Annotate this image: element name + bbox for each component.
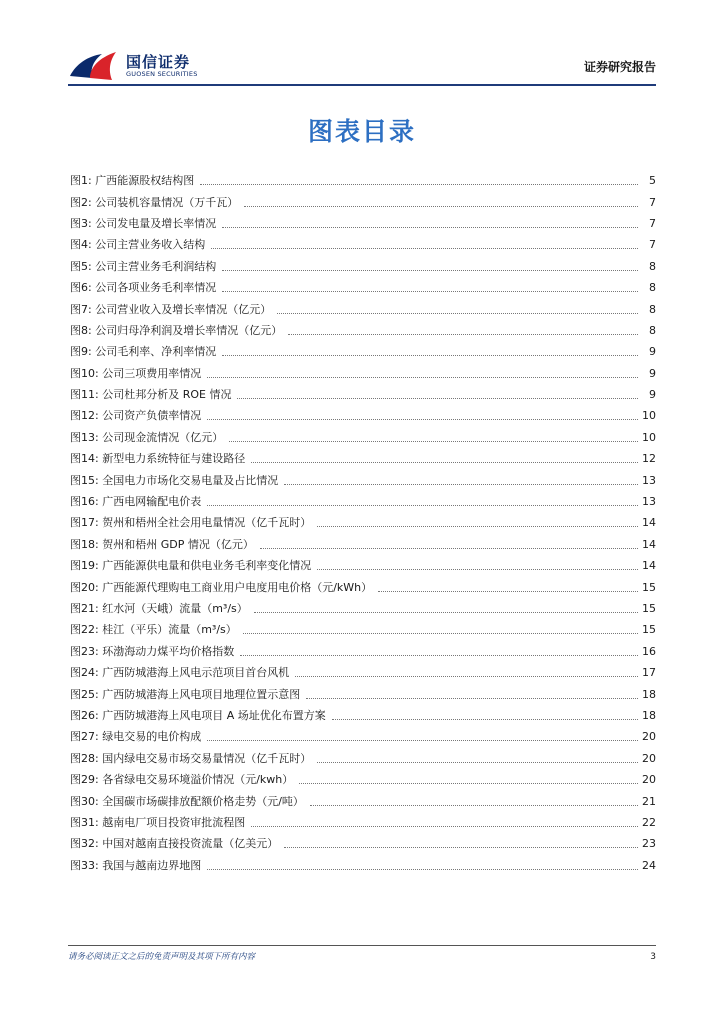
toc-entry-label — [70, 624, 241, 635]
dot-leader — [207, 505, 638, 506]
guosen-logo-icon — [68, 50, 120, 82]
toc-entry-label — [70, 796, 308, 807]
figure-number: 图6: — [70, 281, 92, 295]
toc-page-number: 9 — [649, 366, 656, 380]
toc-entry[interactable] — [70, 256, 656, 277]
figure-caption: 广西能源股权结构图 — [95, 174, 195, 188]
toc-page-number: 22 — [642, 815, 656, 829]
logo-chinese-name: 国信证券 — [126, 53, 191, 71]
figure-caption: 公司发电量及增长率情况 — [95, 216, 217, 230]
toc-entry-label — [70, 410, 205, 421]
figure-number: 图15: — [70, 473, 99, 487]
figure-number: 图21: — [70, 602, 99, 615]
dot-leader — [295, 676, 638, 677]
toc-entry[interactable] — [70, 769, 656, 790]
toc-page-number: 8 — [649, 323, 656, 337]
toc-page-number: 20 — [642, 730, 656, 744]
figure-number: 图18: — [70, 537, 99, 551]
figure-number: 图5: — [70, 259, 92, 273]
figure-number: 图25: — [70, 687, 99, 701]
toc-entry[interactable] — [70, 363, 656, 384]
dot-leader — [284, 847, 638, 848]
report-type-label: 证券研究报告 — [583, 60, 656, 74]
dot-leader — [237, 398, 638, 399]
toc-page-number: 13 — [642, 473, 656, 487]
dot-leader — [306, 698, 638, 699]
toc-entry-label — [70, 389, 235, 400]
guosen-logo — [68, 48, 228, 84]
figure-number: 图24: — [70, 666, 99, 680]
toc-entry-label — [70, 197, 242, 208]
figure-caption: 红水河（天峨）流量（m³/s） — [102, 602, 248, 615]
dot-leader — [288, 334, 638, 335]
dot-leader — [332, 719, 638, 720]
toc-page-number: 8 — [649, 281, 656, 295]
figure-caption: 贺州和梧州全社会用电量情况（亿千瓦时） — [102, 516, 312, 530]
dot-leader — [299, 783, 638, 784]
toc-entry-label — [70, 239, 209, 250]
toc-entry-label — [70, 731, 205, 742]
toc-page-number: 7 — [649, 238, 656, 252]
toc-entry[interactable] — [70, 491, 656, 512]
figure-number: 图9: — [70, 345, 92, 359]
toc-entry-label — [70, 175, 198, 186]
toc-entry-label — [70, 475, 282, 486]
toc-entry-label — [70, 304, 275, 315]
figure-number: 图30: — [70, 794, 99, 808]
figure-caption: 广西防城港海上风电项目 A 场址优化布置方案 — [102, 708, 326, 722]
toc-page-number: 21 — [642, 794, 656, 808]
toc-page-number: 15 — [642, 602, 656, 615]
figure-caption: 中国对越南直接投资流量（亿美元） — [102, 837, 279, 851]
toc-page-number: 10 — [642, 430, 656, 444]
toc-entry-label — [70, 282, 220, 293]
toc-page-number: 18 — [642, 708, 656, 722]
figure-caption: 公司主营业务毛利润结构 — [95, 259, 217, 273]
toc-entry[interactable] — [70, 191, 656, 212]
figure-caption: 公司装机容量情况（万千瓦） — [95, 195, 239, 209]
toc-page-number: 9 — [649, 345, 656, 359]
dot-leader — [244, 206, 638, 207]
toc-entry[interactable] — [70, 705, 656, 726]
toc-entry-label — [70, 860, 205, 871]
toc-entry[interactable] — [70, 641, 656, 662]
toc-entry[interactable] — [70, 234, 656, 255]
toc-entry[interactable] — [70, 213, 656, 234]
dot-leader — [284, 484, 638, 485]
figure-caption: 公司毛利率、净利率情况 — [95, 345, 217, 359]
figure-number: 图11: — [70, 388, 99, 402]
toc-entry[interactable] — [70, 726, 656, 747]
dot-leader — [254, 612, 638, 613]
toc-entry[interactable] — [70, 683, 656, 704]
page-title: 图表目录 — [307, 117, 416, 146]
figure-caption: 越南电厂项目投资审批流程图 — [102, 815, 246, 829]
header-divider — [68, 84, 656, 86]
toc-entry-label — [70, 560, 315, 571]
figure-number: 图13: — [70, 430, 99, 444]
toc-page-number: 20 — [642, 751, 656, 765]
logo-english-name: GUOSEN SECURITIES — [126, 70, 198, 78]
toc-entry-label — [70, 838, 282, 849]
dot-leader — [317, 762, 638, 763]
toc-page-number: 23 — [642, 837, 656, 851]
toc-entry-label — [70, 453, 249, 464]
toc-page-number: 15 — [642, 623, 656, 637]
toc-page-number: 9 — [649, 388, 656, 402]
page-number: 3 — [650, 952, 656, 962]
dot-leader — [222, 291, 638, 292]
toc-entry[interactable] — [70, 170, 656, 191]
dot-leader — [240, 655, 638, 656]
figure-caption: 桂江（平乐）流量（m³/s） — [102, 623, 237, 637]
report-header — [68, 48, 656, 84]
toc-entry[interactable] — [70, 534, 656, 555]
toc-entry-label — [70, 667, 293, 678]
dot-leader — [222, 270, 638, 271]
toc-page-number: 8 — [649, 259, 656, 273]
toc-entry-label — [70, 646, 238, 657]
figure-number: 图22: — [70, 623, 99, 637]
toc-entry[interactable] — [70, 748, 656, 769]
figure-caption: 全国碳市场碳排放配额价格走势（元/吨） — [102, 794, 304, 808]
dot-leader — [277, 313, 638, 314]
figure-caption: 贺州和梧州 GDP 情况（亿元） — [102, 537, 254, 551]
figure-number: 图27: — [70, 730, 99, 744]
toc-entry-label — [70, 817, 249, 828]
dot-leader — [222, 227, 638, 228]
toc-entry[interactable] — [70, 469, 656, 490]
dot-leader — [378, 591, 638, 592]
figure-number: 图33: — [70, 858, 99, 872]
figure-number: 图31: — [70, 815, 99, 829]
figure-caption: 广西电网输配电价表 — [102, 495, 202, 509]
toc-entry-label — [70, 517, 315, 528]
figure-number: 图7: — [70, 302, 92, 316]
toc-entry[interactable] — [70, 448, 656, 469]
toc-page-number: 5 — [649, 174, 656, 188]
toc-page-number: 14 — [642, 537, 656, 551]
toc-entry[interactable] — [70, 555, 656, 576]
toc-entry[interactable] — [70, 277, 656, 298]
figure-number: 图14: — [70, 452, 99, 466]
toc-page-number: 20 — [642, 773, 656, 787]
dot-leader — [251, 462, 638, 463]
dot-leader — [207, 740, 638, 741]
toc-entry[interactable] — [70, 855, 656, 876]
toc-page-number: 16 — [642, 644, 656, 658]
toc-entry[interactable] — [70, 662, 656, 683]
toc-page-number: 18 — [642, 687, 656, 701]
dot-leader — [260, 548, 638, 549]
dot-leader — [229, 441, 638, 442]
toc-page-number: 12 — [642, 452, 656, 466]
figure-number: 图19: — [70, 559, 99, 573]
toc-entry-label — [70, 346, 220, 357]
dot-leader — [317, 526, 638, 527]
toc-page-number: 24 — [642, 858, 656, 872]
figure-number: 图29: — [70, 773, 99, 787]
toc-entry[interactable] — [70, 341, 656, 362]
toc-entry-label — [70, 603, 252, 614]
toc-page-number: 13 — [642, 495, 656, 509]
figure-caption: 公司杜邦分析及 ROE 情况 — [102, 388, 232, 402]
figure-caption: 广西能源供电量和供电业务毛利率变化情况 — [102, 559, 312, 573]
figure-number: 图10: — [70, 366, 99, 380]
toc-page-number: 7 — [649, 216, 656, 230]
figure-number: 图23: — [70, 644, 99, 658]
figure-caption: 公司现金流情况（亿元） — [102, 430, 224, 444]
toc-entry[interactable] — [70, 576, 656, 597]
figure-caption: 新型电力系统特征与建设路径 — [102, 452, 246, 466]
dot-leader — [207, 377, 638, 378]
disclaimer-text: 请务必阅读正文之后的免责声明及其项下所有内容 — [68, 952, 256, 962]
figure-number: 图17: — [70, 516, 99, 530]
toc-page-number: 7 — [649, 195, 656, 209]
toc-entry[interactable] — [70, 619, 656, 640]
footer-divider — [68, 945, 656, 946]
toc-entry[interactable] — [70, 320, 656, 341]
toc-entry[interactable] — [70, 298, 656, 319]
figure-caption: 绿电交易的电价构成 — [102, 730, 202, 744]
toc-entry[interactable] — [70, 598, 656, 619]
figure-number: 图3: — [70, 216, 92, 230]
figure-number: 图26: — [70, 708, 99, 722]
dot-leader — [200, 184, 638, 185]
figure-number: 图20: — [70, 580, 99, 594]
figure-caption: 公司营业收入及增长率情况（亿元） — [95, 302, 272, 316]
toc-entry[interactable] — [70, 512, 656, 533]
toc-entry-label — [70, 582, 376, 593]
toc-page-number: 10 — [642, 409, 656, 423]
toc-entry[interactable] — [70, 790, 656, 811]
figure-caption: 广西防城港海上风电项目地理位置示意图 — [102, 687, 301, 701]
toc-page-number: 8 — [649, 302, 656, 316]
dot-leader — [207, 869, 638, 870]
figure-number: 图12: — [70, 409, 99, 423]
dot-leader — [243, 633, 638, 634]
figure-caption: 公司各项业务毛利率情况 — [95, 281, 217, 295]
toc-entry[interactable] — [70, 405, 656, 426]
toc-entry-label — [70, 368, 205, 379]
dot-leader — [211, 248, 638, 249]
toc-entry-label — [70, 218, 220, 229]
figure-caption: 广西能源代理购电工商业用户电度用电价格（元/kWh） — [102, 580, 373, 594]
figure-number: 图1: — [70, 174, 92, 188]
figure-number: 图2: — [70, 195, 92, 209]
toc-entry[interactable] — [70, 384, 656, 405]
dot-leader — [317, 569, 638, 570]
dot-leader — [251, 826, 638, 827]
figure-caption: 国内绿电交易市场交易量情况（亿千瓦时） — [102, 751, 312, 765]
toc-page-number: 14 — [642, 559, 656, 573]
dot-leader — [207, 419, 638, 420]
toc-entry-label — [70, 432, 227, 443]
figure-number: 图32: — [70, 837, 99, 851]
toc-entry[interactable] — [70, 833, 656, 854]
toc-entry-label — [70, 261, 220, 272]
figure-caption: 广西防城港海上风电示范项目首台风机 — [102, 666, 290, 680]
toc-page-number: 17 — [642, 666, 656, 680]
figure-caption: 全国电力市场化交易电量及占比情况 — [102, 473, 279, 487]
toc-entry-label — [70, 753, 315, 764]
toc-entry-label — [70, 539, 258, 550]
figure-number: 图4: — [70, 238, 92, 252]
toc-page-number: 14 — [642, 516, 656, 530]
figure-caption: 各省绿电交易环境溢价情况（元/kwh） — [102, 773, 294, 787]
toc-entry-label — [70, 496, 205, 507]
figure-caption: 公司主营业务收入结构 — [95, 238, 206, 252]
figure-caption: 公司三项费用率情况 — [102, 366, 202, 380]
figure-caption: 公司归母净利润及增长率情况（亿元） — [95, 323, 283, 337]
toc-entry-label — [70, 325, 286, 336]
figure-caption: 环渤海动力煤平均价格指数 — [102, 644, 235, 658]
toc-entry-label — [70, 774, 297, 785]
toc-page-number: 15 — [642, 580, 656, 594]
figure-number: 图16: — [70, 495, 99, 509]
figure-caption: 我国与越南边界地图 — [102, 858, 202, 872]
figure-number: 图8: — [70, 323, 92, 337]
toc-entry-label — [70, 710, 330, 721]
toc-entry[interactable] — [70, 812, 656, 833]
toc-entry-label — [70, 689, 304, 700]
figure-list — [70, 170, 656, 876]
dot-leader — [310, 805, 638, 806]
toc-entry[interactable] — [70, 427, 656, 448]
dot-leader — [222, 355, 638, 356]
figure-caption: 公司资产负债率情况 — [102, 409, 202, 423]
figure-number: 图28: — [70, 751, 99, 765]
